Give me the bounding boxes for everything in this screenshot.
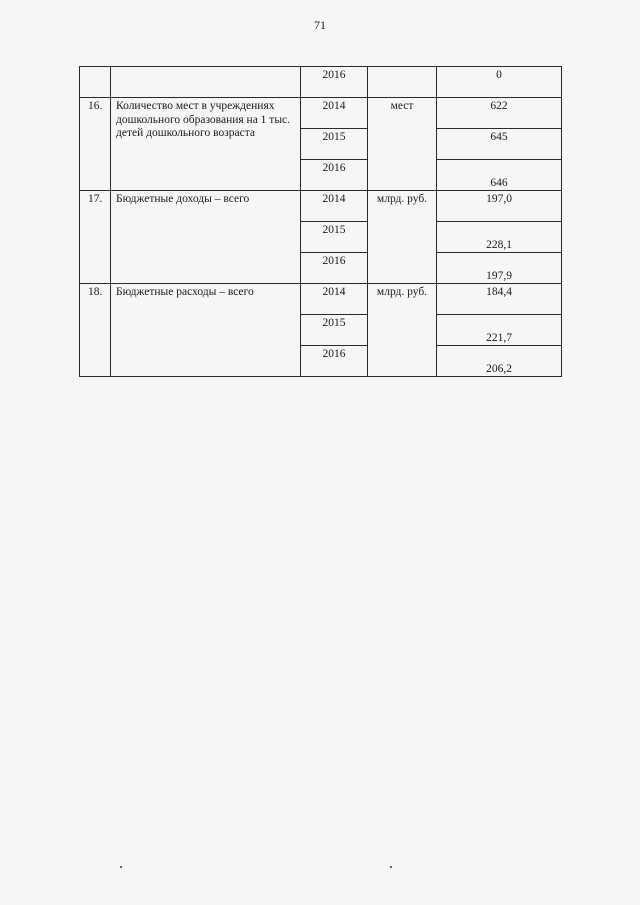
table-row xyxy=(80,67,562,98)
table-row xyxy=(80,98,562,129)
value-cell: 228,1 xyxy=(437,222,562,253)
year-cell: 2014 xyxy=(301,284,368,315)
row-number-cell: 17. xyxy=(80,191,111,284)
value-cell: 206,2 xyxy=(437,346,562,377)
row-number-cell xyxy=(80,67,111,98)
page-number: 71 xyxy=(314,18,326,32)
table-row xyxy=(80,284,562,315)
indicator-name-cell: Бюджетные расходы – всего xyxy=(111,284,301,377)
table-row xyxy=(80,191,562,222)
year-cell: 2016 xyxy=(301,160,368,191)
unit-cell: млрд. руб. xyxy=(368,191,437,284)
unit-cell xyxy=(368,67,437,98)
indicator-name-cell xyxy=(111,67,301,98)
year-cell: 2014 xyxy=(301,191,368,222)
year-cell: 2016 xyxy=(301,253,368,284)
row-number-cell: 16. xyxy=(80,98,111,191)
value-cell: 622 xyxy=(437,98,562,129)
value-cell: 184,4 xyxy=(437,284,562,315)
scan-speck xyxy=(390,866,392,868)
indicator-name-cell: Количество мест в учреждениях дошкольного образования на 1 тыс. детей дошкольного возраста xyxy=(111,98,301,191)
year-cell: 2015 xyxy=(301,222,368,253)
value-cell: 645 xyxy=(437,129,562,160)
unit-cell: млрд. руб. xyxy=(368,284,437,377)
value-cell: 646 xyxy=(437,160,562,191)
year-cell: 2015 xyxy=(301,129,368,160)
indicators-table xyxy=(79,66,562,377)
row-number-cell: 18. xyxy=(80,284,111,377)
indicator-name-cell: Бюджетные доходы – всего xyxy=(111,191,301,284)
value-cell: 197,0 xyxy=(437,191,562,222)
year-cell: 2014 xyxy=(301,98,368,129)
year-cell: 2016 xyxy=(301,346,368,377)
value-cell: 197,9 xyxy=(437,253,562,284)
year-cell: 2016 xyxy=(301,67,368,98)
value-cell: 221,7 xyxy=(437,315,562,346)
year-cell: 2015 xyxy=(301,315,368,346)
unit-cell: мест xyxy=(368,98,437,191)
value-cell: 0 xyxy=(437,67,562,98)
scan-speck xyxy=(120,866,122,868)
